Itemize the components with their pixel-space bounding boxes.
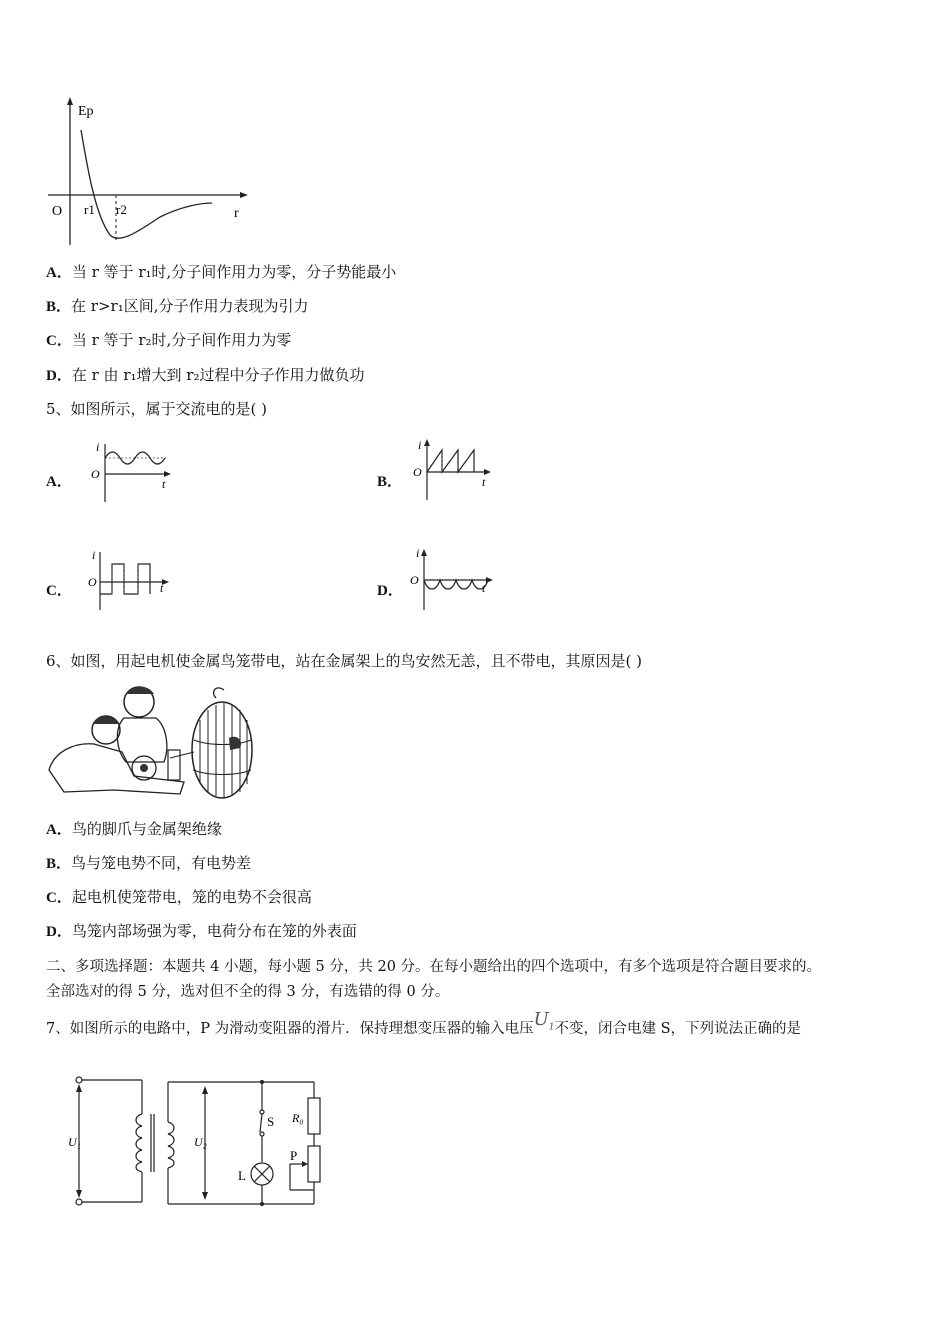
- q6-option-b[interactable]: B．鸟与笼电势不同，有电势差: [46, 854, 252, 872]
- graph-x-label: r: [234, 206, 239, 221]
- transformer-circuit-diagram: [62, 1072, 337, 1212]
- q7-input-voltage: $U_1$: [533, 1009, 555, 1033]
- graph-r1-label: r1: [84, 202, 95, 217]
- circuit-label-r0: R₀: [292, 1111, 304, 1125]
- q5-a-axis-t: t: [162, 477, 166, 491]
- q5-c-axis-o: O: [88, 575, 97, 589]
- q5-b-axis-i: i: [418, 438, 422, 452]
- electrostatic-birdcage-illustration: [44, 680, 259, 805]
- q5-option-c-label[interactable]: C．: [46, 583, 72, 599]
- q5-option-b-label[interactable]: B．: [377, 474, 403, 490]
- q5-option-d-label[interactable]: D．: [377, 583, 403, 599]
- q5-stem: 5、如图所示，属于交流电的是( ): [46, 400, 268, 418]
- q5-d-axis-o: O: [410, 573, 419, 587]
- q5-option-d-graph[interactable]: [408, 548, 493, 613]
- q5-c-axis-i: i: [92, 548, 96, 562]
- q5-c-axis-t: t: [160, 581, 164, 595]
- q5-d-axis-t: t: [482, 581, 486, 595]
- circuit-label-u1: U₁: [68, 1135, 81, 1149]
- q7-stem-part1: 7、如图所示的电路中，P 为滑动变阻器的滑片．保持理想变压器的输入电压: [46, 1021, 534, 1037]
- q5-a-axis-i: i: [96, 440, 100, 454]
- circuit-label-l: L: [238, 1168, 246, 1183]
- graph-r2-label: r2: [116, 202, 127, 217]
- section2-heading-line1: 二、多项选择题：本题共 4 小题，每小题 5 分，共 20 分。在每小题给出的四个选项中，有多个选项是符合题目要求的。: [46, 959, 822, 975]
- q5-b-axis-o: O: [413, 465, 422, 479]
- q6-option-c[interactable]: C．起电机使笼带电，笼的电势不会很高: [46, 888, 312, 906]
- q5-a-axis-o: O: [91, 467, 100, 481]
- potential-energy-graph: [40, 95, 260, 250]
- graph-origin-label: O: [52, 204, 63, 219]
- q5-option-a-graph[interactable]: [88, 440, 173, 505]
- q5-d-axis-i: i: [416, 548, 420, 560]
- q5-option-b-graph[interactable]: [408, 438, 493, 503]
- q6-stem: 6、如图，用起电机使金属鸟笼带电，站在金属架上的鸟安然无恙，且不带电，其原因是( ): [46, 652, 643, 670]
- circuit-label-s: S: [267, 1114, 275, 1129]
- circuit-label-u2: U₂: [194, 1135, 207, 1149]
- q6-option-d[interactable]: D．鸟笼内部场强为零，电荷分布在笼的外表面: [46, 922, 357, 940]
- circuit-label-p: P: [290, 1148, 298, 1163]
- q4-option-b[interactable]: B．在 r>r₁区间,分子作用力表现为引力: [46, 297, 309, 315]
- q5-option-c-graph[interactable]: [88, 548, 173, 613]
- q4-option-d[interactable]: D．在 r 由 r₁增大到 r₂过程中分子作用力做负功: [46, 366, 365, 384]
- q5-option-a-label[interactable]: A．: [46, 474, 72, 490]
- q7-stem-part2: 不变，闭合电建 S，下列说法正确的是: [554, 1021, 802, 1037]
- q7-stem: [46, 1009, 802, 1041]
- q4-option-c[interactable]: C．当 r 等于 r₂时,分子间作用力为零: [46, 331, 292, 349]
- q4-option-a[interactable]: A．当 r 等于 r₁时,分子间作用力为零，分子势能最小: [46, 263, 397, 281]
- graph-y-label: Ep: [78, 104, 94, 119]
- q5-b-axis-t: t: [482, 475, 486, 489]
- q6-option-a[interactable]: A．鸟的脚爪与金属架绝缘: [46, 820, 222, 838]
- section2-heading-line2: 全部选对的得 5 分，选对但不全的得 3 分，有选错的得 0 分。: [46, 984, 450, 1000]
